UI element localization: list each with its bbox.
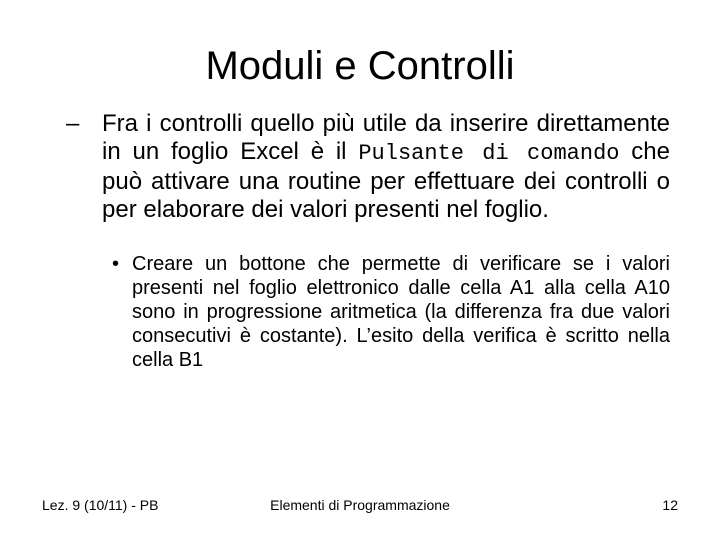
sub-point-text: Creare un bottone che permette di verificare se i valori presenti nel foglio elettronico dalle cella A1 alla cella A10 sono in progressione aritmetica (la differenza fra due valori consecutivi è costante). L’esito della verifica è scritto nella cella B1	[132, 253, 670, 371]
page-number: 12	[662, 497, 678, 513]
main-point	[66, 110, 670, 224]
slide-title: Moduli e Controlli	[205, 44, 515, 88]
footer-lesson: Lez. 9 (10/11) - PB	[42, 497, 159, 513]
sub-point	[112, 252, 670, 372]
footer-course-title: Elementi di Programmazione	[270, 497, 450, 513]
main-point-code: Pulsante di comando	[358, 141, 620, 166]
main-point-text	[102, 110, 670, 224]
dash-marker: –	[66, 110, 80, 137]
main-point-text-after: che può attivare una routine per effettuare dei controlli o per elaborare dei valori presenti nel foglio.	[102, 138, 670, 223]
main-point-text-before: Fra i controlli quello più utile da inserire direttamente in un foglio Excel è il	[102, 110, 670, 165]
bullet-marker: •	[112, 253, 120, 275]
